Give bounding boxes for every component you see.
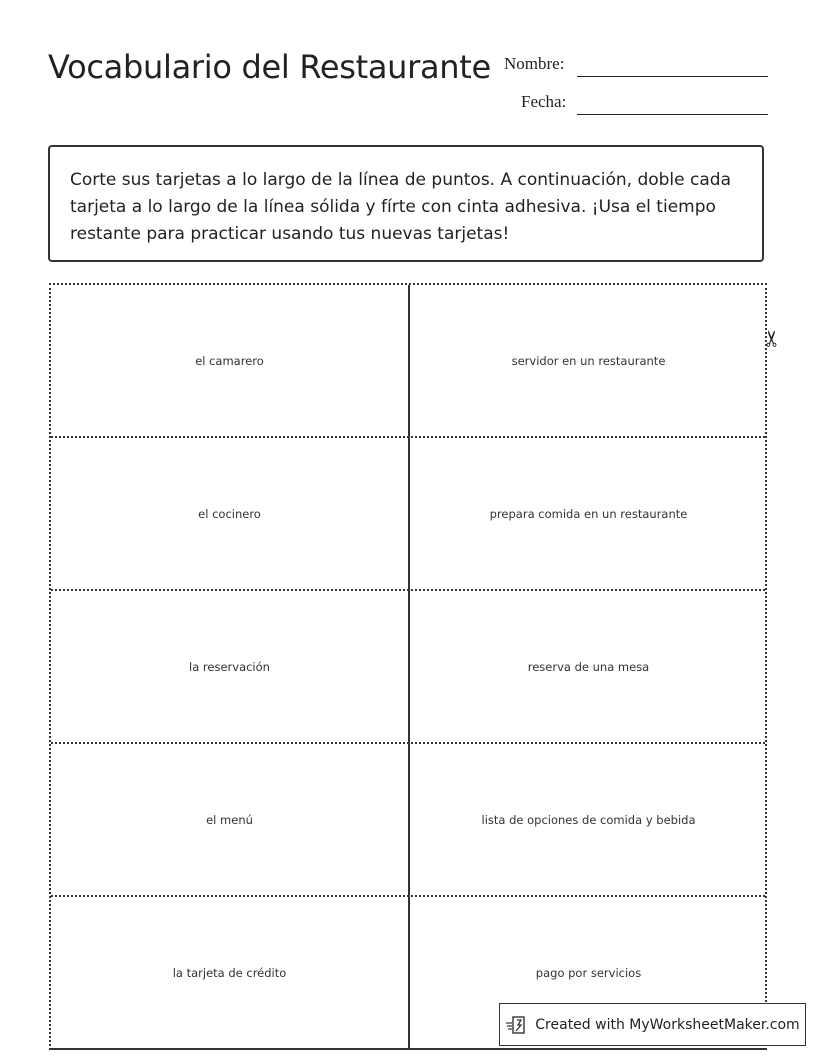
- card-term: el cocinero: [198, 506, 261, 521]
- card-term: la tarjeta de crédito: [172, 965, 287, 980]
- scissors-icon: ✂: [760, 329, 786, 348]
- name-field-line: [577, 76, 768, 77]
- fold-line: [408, 285, 410, 1048]
- instructions-text: Corte sus tarjetas a lo largo de la línea de puntos. A continuación, doble cada tarjeta a lo largo de la línea sólida y fírte con cinta adhesiva. ¡Usa el tiempo restante para practicar usando tus nuevas tarjetas!: [70, 170, 731, 244]
- credit-text: Created with MyWorksheetMaker.com: [535, 1016, 800, 1033]
- card-term: la reservación: [189, 659, 270, 674]
- card-definition: servidor en un restaurante: [511, 353, 666, 368]
- card-term: el camarero: [195, 353, 264, 368]
- worksheet-maker-logo-icon: [505, 1014, 527, 1036]
- card-definition: prepara comida en un restaurante: [489, 506, 688, 521]
- card-definition: lista de opciones de comida y bebida: [481, 812, 696, 827]
- instructions-box: [48, 145, 764, 262]
- card-definition: pago por servicios: [535, 965, 642, 980]
- date-field-line: [577, 114, 768, 115]
- flashcard-grid: [49, 283, 767, 1050]
- card-definition: reserva de una mesa: [527, 659, 650, 674]
- name-label: Nombre:: [504, 54, 565, 73]
- card-term: el menú: [206, 812, 253, 827]
- date-label: Fecha:: [521, 92, 567, 111]
- page-title: Vocabulario del Restaurante: [48, 48, 491, 86]
- credit-badge[interactable]: [499, 1003, 806, 1046]
